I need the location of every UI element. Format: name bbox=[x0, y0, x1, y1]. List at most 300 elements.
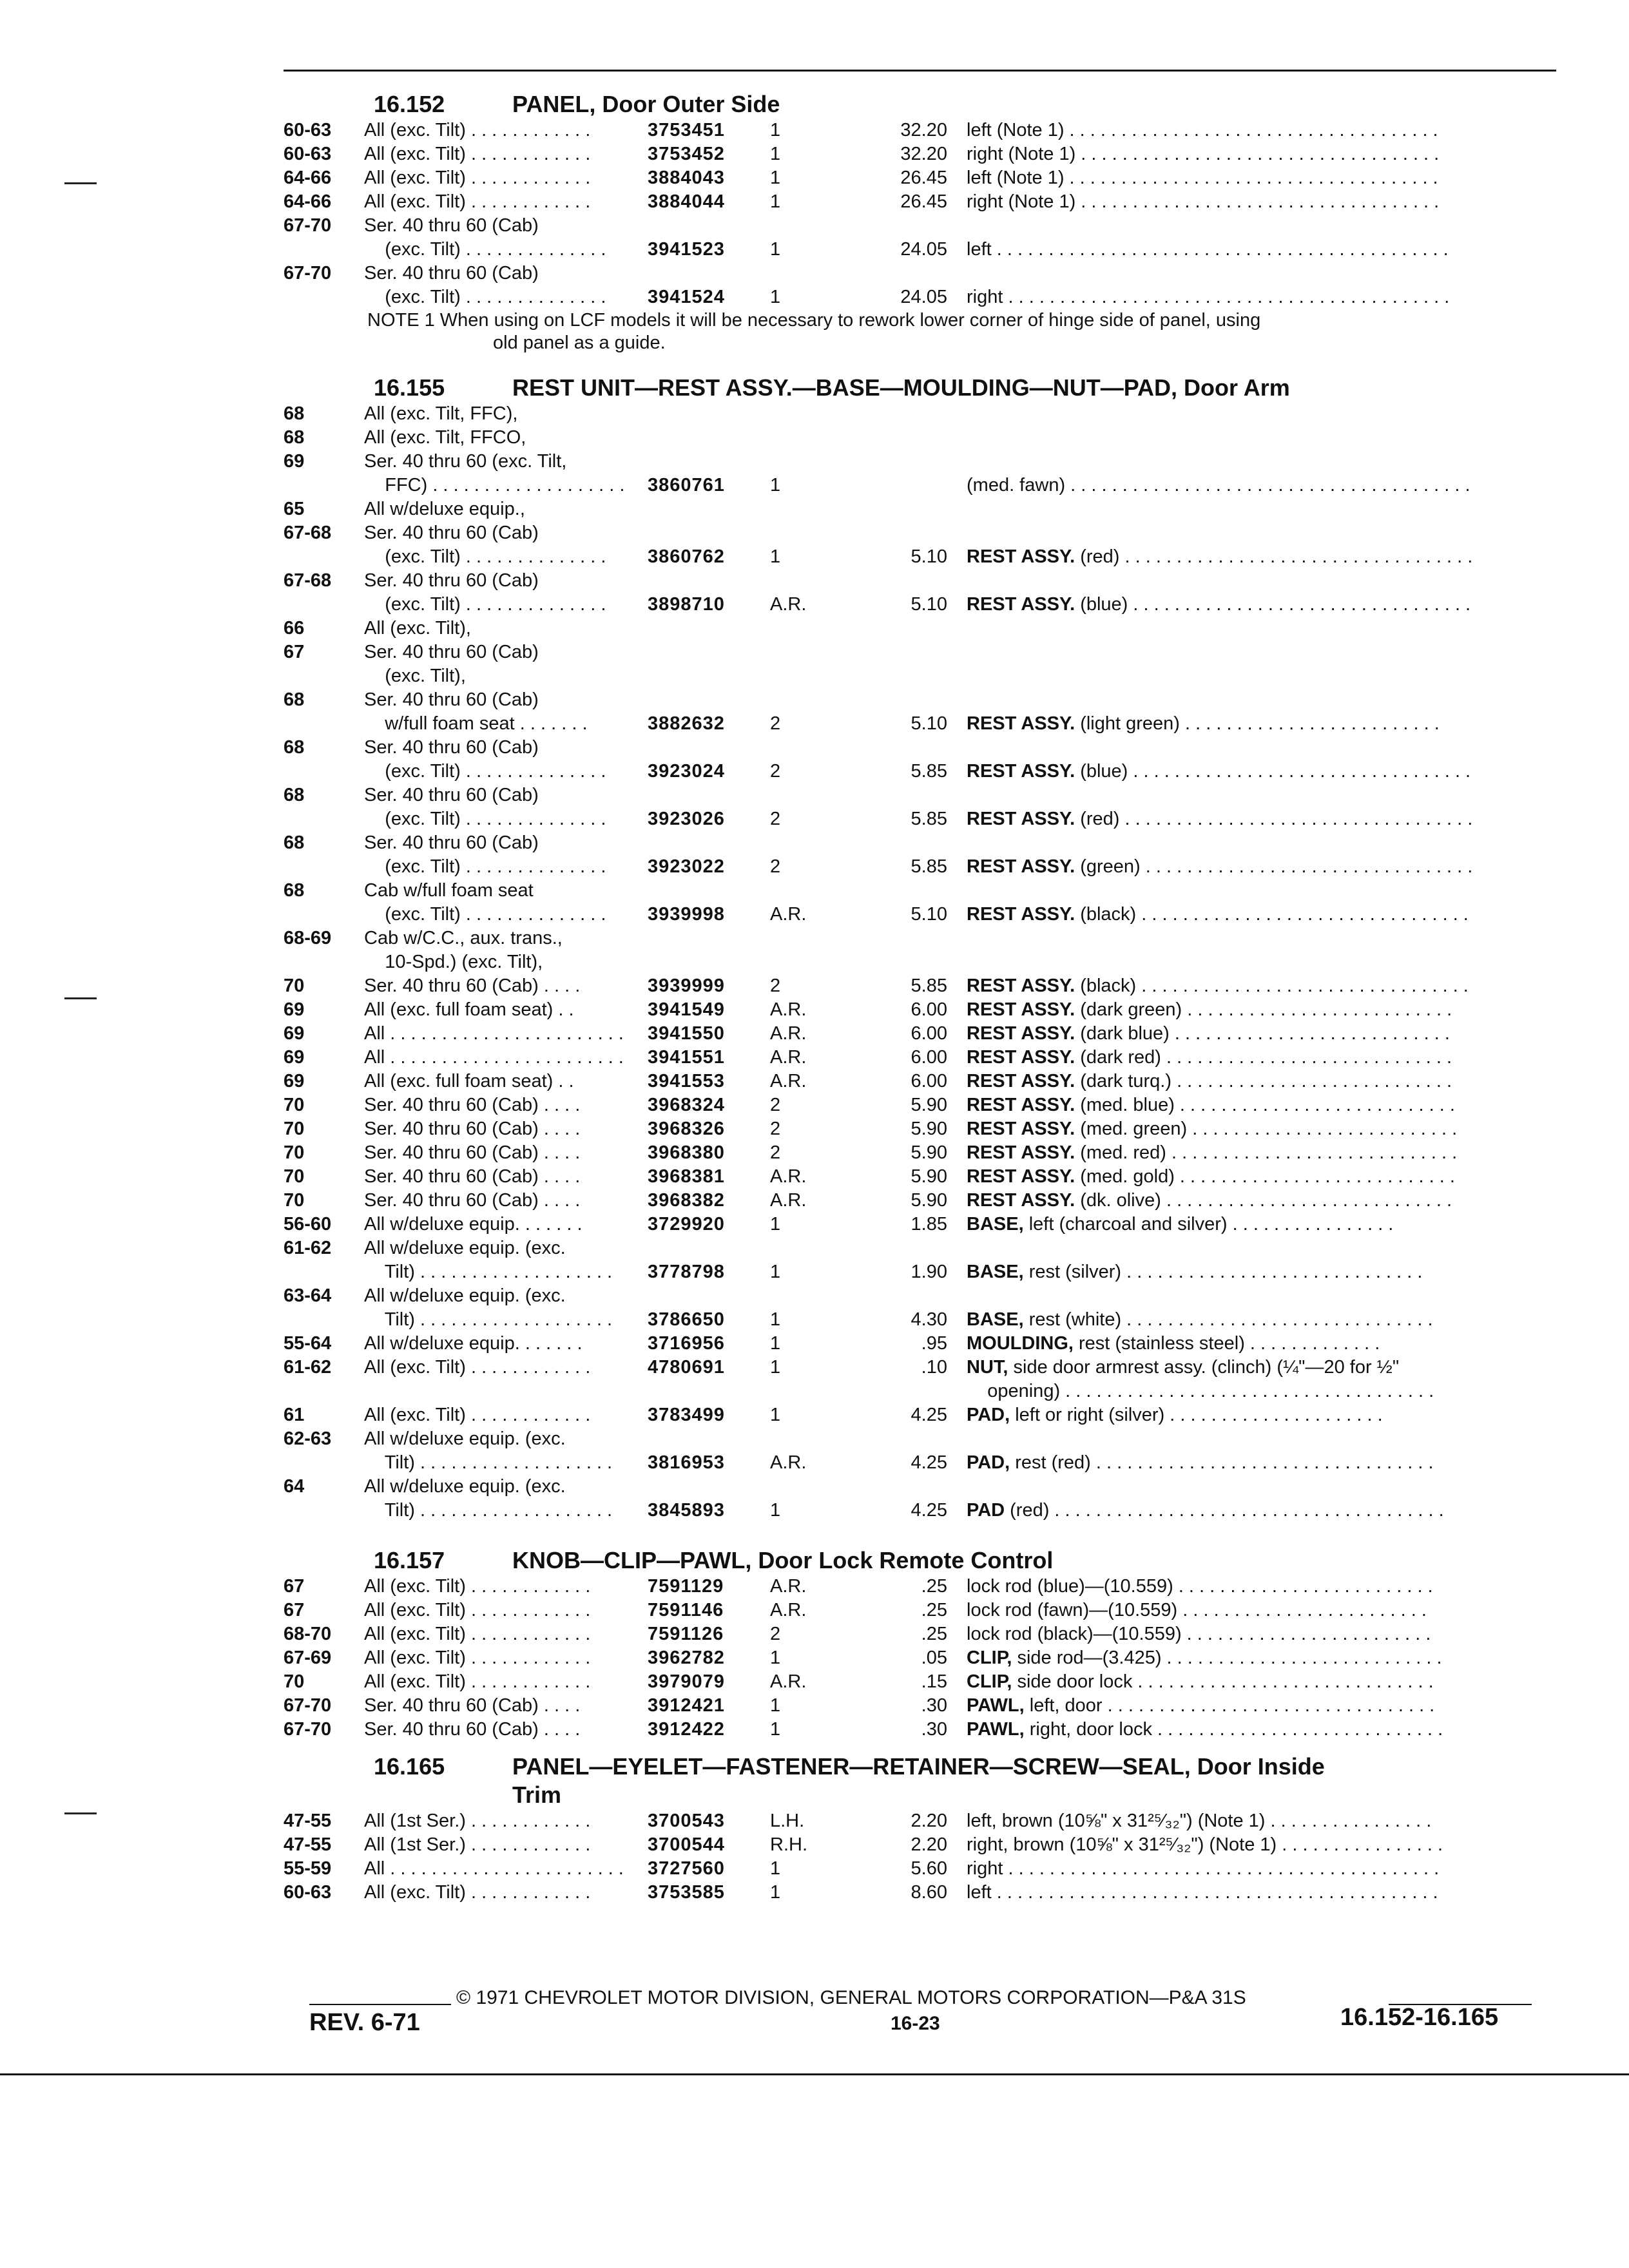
parts-row bbox=[284, 521, 1540, 545]
part-description bbox=[967, 1308, 1540, 1332]
part-name: PAWL, bbox=[967, 1695, 1025, 1716]
parts-row bbox=[284, 640, 1540, 664]
model-year: 63-64 bbox=[284, 1285, 332, 1306]
margin-mark bbox=[64, 182, 97, 184]
model-year: 68 bbox=[284, 427, 305, 448]
parts-row bbox=[284, 285, 1540, 309]
part-number: 3860762 bbox=[648, 546, 725, 567]
part-number: 3962782 bbox=[648, 1648, 725, 1668]
model-applicability: All (exc. Tilt) . . . . . . . . . . . . bbox=[364, 1600, 591, 1620]
part-number: 3753585 bbox=[648, 1882, 725, 1903]
model-year: 61-62 bbox=[284, 1357, 332, 1378]
part-name: REST ASSY. bbox=[967, 594, 1075, 615]
part-number: 3729920 bbox=[648, 1214, 725, 1235]
quantity: 2 bbox=[770, 761, 781, 782]
model-applicability: All w/deluxe equip., bbox=[364, 499, 525, 519]
parts-row bbox=[284, 998, 1540, 1022]
part-description bbox=[967, 1451, 1540, 1475]
parts-row bbox=[284, 190, 1540, 214]
part-detail: right (Note 1) . . . . . . . . . . . . . . . . . . . . . . . . . . . . . . . . . . . bbox=[967, 191, 1440, 212]
model-applicability: Ser. 40 thru 60 (Cab) . . . . bbox=[364, 1719, 581, 1740]
section-number: 16.165 bbox=[374, 1753, 445, 1780]
parts-row bbox=[284, 214, 1540, 238]
parts-row bbox=[284, 1332, 1540, 1356]
part-name: REST ASSY. bbox=[967, 1023, 1075, 1044]
parts-row bbox=[284, 974, 1540, 998]
part-description bbox=[967, 974, 1540, 998]
model-applicability: Ser. 40 thru 60 (Cab) . . . . bbox=[364, 1142, 581, 1163]
list-price: 5.85 bbox=[911, 809, 947, 829]
model-applicability: Tilt) . . . . . . . . . . . . . . . . . . . bbox=[364, 1262, 613, 1282]
part-number: 3860761 bbox=[648, 475, 725, 495]
parts-row bbox=[284, 1046, 1540, 1070]
quantity: 2 bbox=[770, 1119, 781, 1139]
part-name: REST ASSY. bbox=[967, 1142, 1075, 1163]
list-price: .25 bbox=[921, 1600, 947, 1620]
part-name: REST ASSY. bbox=[967, 1047, 1075, 1068]
parts-row bbox=[284, 783, 1540, 807]
part-detail: right . . . . . . . . . . . . . . . . . . . . . . . . . . . . . . . . . . . . . . . . . . . bbox=[967, 287, 1450, 307]
part-number: 3753452 bbox=[648, 144, 725, 164]
model-applicability: (exc. Tilt) . . . . . . . . . . . . . . bbox=[364, 287, 606, 307]
parts-row bbox=[284, 142, 1540, 166]
parts-row bbox=[284, 569, 1540, 593]
part-detail: (light green) . . . . . . . . . . . . . . . . . . . . . . . . . bbox=[1075, 713, 1440, 734]
model-year: 56-60 bbox=[284, 1214, 332, 1235]
model-applicability: All (exc. Tilt), bbox=[364, 618, 471, 639]
parts-row bbox=[284, 1260, 1540, 1284]
list-price: 5.90 bbox=[911, 1119, 947, 1139]
model-applicability: Ser. 40 thru 60 (Cab) . . . . bbox=[364, 1095, 581, 1115]
parts-row bbox=[284, 593, 1540, 617]
part-detail: rest (stainless steel) . . . . . . . . . . . . . bbox=[1073, 1333, 1380, 1354]
parts-row bbox=[284, 1141, 1540, 1165]
model-applicability: (exc. Tilt) . . . . . . . . . . . . . . bbox=[364, 904, 606, 925]
section-heading bbox=[284, 1546, 1540, 1575]
part-description bbox=[967, 190, 1540, 214]
part-description bbox=[967, 285, 1540, 309]
part-description bbox=[967, 142, 1540, 166]
model-year: 67-69 bbox=[284, 1648, 332, 1668]
part-detail: rest (silver) . . . . . . . . . . . . . . . . . . . . . . . . . . . . . bbox=[1023, 1262, 1423, 1282]
model-applicability: All w/deluxe equip. . . . . . . bbox=[364, 1214, 583, 1235]
parts-row bbox=[284, 1427, 1540, 1451]
part-name: REST ASSY. bbox=[967, 975, 1075, 996]
part-name: PAD, bbox=[967, 1405, 1010, 1425]
section-heading bbox=[284, 1753, 1540, 1781]
part-detail: opening) . . . . . . . . . . . . . . . . . . . . . . . . . . . . . . . . . . . . bbox=[967, 1381, 1434, 1401]
parts-row bbox=[284, 1213, 1540, 1236]
section-16-165 bbox=[284, 1753, 1540, 1905]
model-year: 55-64 bbox=[284, 1333, 332, 1354]
part-description bbox=[967, 1093, 1540, 1117]
list-price: .25 bbox=[921, 1576, 947, 1597]
list-price: 6.00 bbox=[911, 1071, 947, 1091]
section-number: 16.157 bbox=[374, 1547, 445, 1573]
model-applicability: Ser. 40 thru 60 (exc. Tilt, bbox=[364, 451, 567, 472]
part-number: 3912421 bbox=[648, 1695, 725, 1716]
list-price: 24.05 bbox=[900, 287, 947, 307]
list-price: 1.85 bbox=[911, 1214, 947, 1235]
parts-row bbox=[284, 879, 1540, 903]
part-number: 3941551 bbox=[648, 1047, 725, 1068]
model-applicability: Ser. 40 thru 60 (Cab) . . . . bbox=[364, 1119, 581, 1139]
part-detail: lock rod (black)—(10.559) . . . . . . . . . . . . . . . . . . . . . . . . bbox=[967, 1624, 1431, 1644]
footer-rev: REV. 6-71 bbox=[309, 2009, 420, 2036]
model-applicability: All (exc. Tilt) . . . . . . . . . . . . bbox=[364, 191, 591, 212]
part-name: REST ASSY. bbox=[967, 761, 1075, 782]
quantity: 1 bbox=[770, 1695, 781, 1716]
quantity: 1 bbox=[770, 191, 781, 212]
quantity: 1 bbox=[770, 1357, 781, 1378]
model-applicability: Ser. 40 thru 60 (Cab) bbox=[364, 523, 539, 543]
part-name: REST ASSY. bbox=[967, 546, 1075, 567]
model-year: 70 bbox=[284, 1166, 305, 1187]
model-applicability: All (exc. Tilt) . . . . . . . . . . . . bbox=[364, 144, 591, 164]
part-description bbox=[967, 545, 1540, 569]
model-applicability: Ser. 40 thru 60 (Cab) . . . . bbox=[364, 1190, 581, 1211]
part-name: REST ASSY. bbox=[967, 1166, 1075, 1187]
part-name: REST ASSY. bbox=[967, 1190, 1075, 1211]
model-applicability: All . . . . . . . . . . . . . . . . . . . . . . . bbox=[364, 1047, 624, 1068]
quantity: 2 bbox=[770, 1624, 781, 1644]
part-number: 3727560 bbox=[648, 1858, 725, 1879]
list-price: 5.90 bbox=[911, 1095, 947, 1115]
parts-row bbox=[284, 736, 1540, 760]
model-year: 60-63 bbox=[284, 120, 332, 140]
model-applicability: Ser. 40 thru 60 (Cab) bbox=[364, 737, 539, 758]
model-applicability: All (1st Ser.) . . . . . . . . . . . . bbox=[364, 1834, 591, 1855]
part-detail: rest (white) . . . . . . . . . . . . . . . . . . . . . . . . . . . . . . bbox=[1023, 1309, 1433, 1330]
part-name: REST ASSY. bbox=[967, 1071, 1075, 1091]
list-price: 24.05 bbox=[900, 239, 947, 260]
part-name: CLIP, bbox=[967, 1648, 1012, 1668]
part-description bbox=[967, 119, 1540, 142]
quantity: A.R. bbox=[770, 1576, 807, 1597]
model-applicability: All (exc. Tilt) . . . . . . . . . . . . bbox=[364, 1624, 591, 1644]
model-applicability: All w/deluxe equip. (exc. bbox=[364, 1238, 566, 1258]
part-detail: (dark blue) . . . . . . . . . . . . . . . . . . . . . . . . . . . bbox=[1075, 1023, 1450, 1044]
model-applicability: Ser. 40 thru 60 (Cab) bbox=[364, 215, 539, 236]
part-name: CLIP, bbox=[967, 1671, 1012, 1692]
list-price: 5.10 bbox=[911, 594, 947, 615]
quantity: 1 bbox=[770, 239, 781, 260]
list-price: 8.60 bbox=[911, 1882, 947, 1903]
quantity: 1 bbox=[770, 475, 781, 495]
parts-row bbox=[284, 950, 1540, 974]
part-name: BASE, bbox=[967, 1309, 1024, 1330]
parts-row bbox=[284, 1356, 1540, 1379]
parts-row bbox=[284, 831, 1540, 855]
part-detail: left (Note 1) . . . . . . . . . . . . . . . . . . . . . . . . . . . . . . . . . . . . bbox=[967, 120, 1438, 140]
model-year: 69 bbox=[284, 1047, 305, 1068]
section-number: 16.155 bbox=[374, 374, 445, 401]
part-description bbox=[967, 855, 1540, 879]
model-year: 66 bbox=[284, 618, 305, 639]
list-price: 5.60 bbox=[911, 1858, 947, 1879]
model-applicability: All (exc. Tilt) . . . . . . . . . . . . bbox=[364, 1882, 591, 1903]
model-applicability: w/full foam seat . . . . . . . bbox=[364, 713, 588, 734]
list-price: .30 bbox=[921, 1719, 947, 1740]
part-name: MOULDING, bbox=[967, 1333, 1074, 1354]
part-description bbox=[967, 1646, 1540, 1670]
quantity: A.R. bbox=[770, 1600, 807, 1620]
part-number: 4780691 bbox=[648, 1357, 725, 1378]
parts-row bbox=[284, 1236, 1540, 1260]
part-number: 3783499 bbox=[648, 1405, 725, 1425]
part-description bbox=[967, 1356, 1540, 1379]
model-applicability: Ser. 40 thru 60 (Cab) bbox=[364, 570, 539, 591]
model-year: 69 bbox=[284, 451, 305, 472]
model-applicability: All (exc. Tilt, FFCO, bbox=[364, 427, 526, 448]
part-description bbox=[967, 1575, 1540, 1599]
parts-row bbox=[284, 1308, 1540, 1332]
part-name: BASE, bbox=[967, 1262, 1024, 1282]
section-note: old panel as a guide. bbox=[493, 332, 666, 353]
part-detail: left (Note 1) . . . . . . . . . . . . . . . . . . . . . . . . . . . . . . . . . . . . bbox=[967, 168, 1438, 188]
section-note: NOTE 1 When using on LCF models it will be necessary to rework lower corner of hinge side of panel, using bbox=[367, 310, 1261, 331]
list-price: 5.90 bbox=[911, 1190, 947, 1211]
model-year: 70 bbox=[284, 1142, 305, 1163]
parts-row bbox=[284, 1718, 1540, 1742]
part-number: 7591126 bbox=[648, 1624, 724, 1644]
quantity: A.R. bbox=[770, 1671, 807, 1692]
parts-row bbox=[284, 1189, 1540, 1213]
part-description bbox=[967, 1622, 1540, 1646]
model-applicability: FFC) . . . . . . . . . . . . . . . . . . . bbox=[364, 475, 625, 495]
part-detail: (dk. olive) . . . . . . . . . . . . . . . . . . . . . . . . . . . . bbox=[1075, 1190, 1452, 1211]
list-price: .25 bbox=[921, 1624, 947, 1644]
parts-row bbox=[284, 1622, 1540, 1646]
part-detail: left (charcoal and silver) . . . . . . . . . . . . . . . . bbox=[1023, 1214, 1394, 1235]
parts-row bbox=[284, 903, 1540, 927]
quantity: A.R. bbox=[770, 594, 807, 615]
quantity: L.H. bbox=[770, 1811, 805, 1831]
top-rule bbox=[284, 70, 1556, 72]
quantity: A.R. bbox=[770, 1047, 807, 1068]
quantity: A.R. bbox=[770, 1023, 807, 1044]
part-description bbox=[967, 166, 1540, 190]
quantity: 1 bbox=[770, 1333, 781, 1354]
part-description bbox=[967, 1499, 1540, 1523]
parts-row bbox=[284, 1475, 1540, 1499]
part-detail: (med. green) . . . . . . . . . . . . . . . . . . . . . . . . . . bbox=[1075, 1119, 1458, 1139]
model-applicability: All . . . . . . . . . . . . . . . . . . . . . . . bbox=[364, 1023, 624, 1044]
part-description bbox=[967, 1046, 1540, 1070]
parts-row bbox=[284, 855, 1540, 879]
model-applicability: All w/deluxe equip. . . . . . . bbox=[364, 1333, 583, 1354]
model-applicability: Ser. 40 thru 60 (Cab) bbox=[364, 642, 539, 662]
section-title: REST UNIT—REST ASSY.—BASE—MOULDING—NUT—PAD, Door Arm bbox=[512, 374, 1290, 401]
quantity: 2 bbox=[770, 809, 781, 829]
part-detail: (med. fawn) . . . . . . . . . . . . . . . . . . . . . . . . . . . . . . . . . . . . . . . bbox=[967, 475, 1470, 495]
model-year: 61 bbox=[284, 1405, 305, 1425]
parts-row bbox=[284, 760, 1540, 783]
part-detail: lock rod (fawn)—(10.559) . . . . . . . . . . . . . . . . . . . . . . . . bbox=[967, 1600, 1427, 1620]
model-year: 60-63 bbox=[284, 1882, 332, 1903]
parts-row bbox=[284, 1575, 1540, 1599]
part-name: PAD bbox=[967, 1500, 1005, 1521]
part-number: 3979079 bbox=[648, 1671, 725, 1692]
model-applicability: (exc. Tilt) . . . . . . . . . . . . . . bbox=[364, 239, 606, 260]
model-year: 68 bbox=[284, 737, 305, 758]
parts-row bbox=[284, 1694, 1540, 1718]
part-detail: side door lock . . . . . . . . . . . . . . . . . . . . . . . . . . . . . bbox=[1012, 1671, 1434, 1692]
section-title: PANEL, Door Outer Side bbox=[512, 91, 780, 117]
part-description bbox=[967, 1022, 1540, 1046]
part-detail: (dark green) . . . . . . . . . . . . . . . . . . . . . . . . . . bbox=[1075, 999, 1452, 1020]
parts-row bbox=[284, 664, 1540, 688]
section-16-152 bbox=[284, 90, 1540, 354]
model-applicability: (exc. Tilt) . . . . . . . . . . . . . . bbox=[364, 809, 606, 829]
part-number: 3923026 bbox=[648, 809, 725, 829]
list-price: 5.90 bbox=[911, 1142, 947, 1163]
list-price: 2.20 bbox=[911, 1834, 947, 1855]
parts-row bbox=[284, 1070, 1540, 1093]
part-name: REST ASSY. bbox=[967, 904, 1075, 925]
part-description bbox=[967, 807, 1540, 831]
quantity: A.R. bbox=[770, 1190, 807, 1211]
model-applicability: All (exc. Tilt, FFC), bbox=[364, 403, 518, 424]
part-description bbox=[967, 903, 1540, 927]
parts-row bbox=[284, 1857, 1540, 1881]
quantity: 1 bbox=[770, 287, 781, 307]
part-number: 3968326 bbox=[648, 1119, 725, 1139]
part-detail: (blue) . . . . . . . . . . . . . . . . . . . . . . . . . . . . . . . . . bbox=[1075, 594, 1471, 615]
parts-row bbox=[284, 545, 1540, 569]
model-year: 70 bbox=[284, 1119, 305, 1139]
quantity: A.R. bbox=[770, 1071, 807, 1091]
model-year: 68 bbox=[284, 785, 305, 805]
part-number: 3898710 bbox=[648, 594, 725, 615]
model-applicability: Tilt) . . . . . . . . . . . . . . . . . . . bbox=[364, 1500, 613, 1521]
part-name: REST ASSY. bbox=[967, 1095, 1075, 1115]
model-applicability: 10-Spd.) (exc. Tilt), bbox=[364, 952, 543, 972]
list-price: 5.85 bbox=[911, 975, 947, 996]
quantity: 2 bbox=[770, 975, 781, 996]
model-year: 68 bbox=[284, 689, 305, 710]
model-year: 67 bbox=[284, 1600, 305, 1620]
parts-row bbox=[284, 402, 1540, 426]
list-price: 6.00 bbox=[911, 1023, 947, 1044]
list-price: 32.20 bbox=[900, 120, 947, 140]
list-price: .10 bbox=[921, 1357, 947, 1378]
list-price: 4.25 bbox=[911, 1452, 947, 1473]
model-applicability: (exc. Tilt) . . . . . . . . . . . . . . bbox=[364, 546, 606, 567]
part-detail: left, brown (10⅝" x 31²⁵⁄₃₂") (Note 1) . . . . . . . . . . . . . . . . bbox=[967, 1811, 1432, 1831]
parts-row bbox=[284, 688, 1540, 712]
part-number: 3941553 bbox=[648, 1071, 725, 1091]
parts-row bbox=[284, 238, 1540, 262]
list-price: 1.90 bbox=[911, 1262, 947, 1282]
section-heading bbox=[284, 90, 1540, 119]
part-detail: side door armrest assy. (clinch) (¼"—20 for ½" bbox=[1008, 1357, 1400, 1378]
model-year: 47-55 bbox=[284, 1811, 332, 1831]
list-price: 5.85 bbox=[911, 761, 947, 782]
part-name: REST ASSY. bbox=[967, 856, 1075, 877]
parts-row bbox=[284, 119, 1540, 142]
part-description bbox=[967, 1403, 1540, 1427]
part-name: REST ASSY. bbox=[967, 713, 1075, 734]
part-description bbox=[967, 1165, 1540, 1189]
quantity: 1 bbox=[770, 1214, 781, 1235]
model-year: 70 bbox=[284, 1190, 305, 1211]
part-description bbox=[967, 1189, 1540, 1213]
part-name: PAWL, bbox=[967, 1719, 1025, 1740]
part-description bbox=[967, 1857, 1540, 1881]
part-description bbox=[967, 1833, 1540, 1857]
part-number: 3923022 bbox=[648, 856, 725, 877]
parts-row bbox=[284, 1599, 1540, 1622]
part-number: 3912422 bbox=[648, 1719, 725, 1740]
model-applicability: All (exc. Tilt) . . . . . . . . . . . . bbox=[364, 120, 591, 140]
section-number: 16.152 bbox=[374, 91, 445, 117]
list-price: 4.25 bbox=[911, 1500, 947, 1521]
bottom-rule bbox=[0, 2073, 1629, 2075]
quantity: 1 bbox=[770, 1309, 781, 1330]
quantity: 1 bbox=[770, 168, 781, 188]
model-year: 62-63 bbox=[284, 1428, 332, 1449]
part-name: PAD, bbox=[967, 1452, 1010, 1473]
part-number: 3923024 bbox=[648, 761, 725, 782]
model-applicability: Ser. 40 thru 60 (Cab) bbox=[364, 263, 539, 284]
part-detail: (red) . . . . . . . . . . . . . . . . . . . . . . . . . . . . . . . . . . . . . . bbox=[1005, 1500, 1444, 1521]
part-description bbox=[967, 998, 1540, 1022]
quantity: 2 bbox=[770, 856, 781, 877]
model-year: 47-55 bbox=[284, 1834, 332, 1855]
part-number: 3716956 bbox=[648, 1333, 725, 1354]
part-detail: (blue) . . . . . . . . . . . . . . . . . . . . . . . . . . . . . . . . . bbox=[1075, 761, 1471, 782]
list-price: 5.10 bbox=[911, 713, 947, 734]
list-price: 4.25 bbox=[911, 1405, 947, 1425]
model-applicability: Ser. 40 thru 60 (Cab) bbox=[364, 832, 539, 853]
part-number: 3816953 bbox=[648, 1452, 725, 1473]
model-year: 67-70 bbox=[284, 1695, 332, 1716]
part-number: 3700543 bbox=[648, 1811, 725, 1831]
quantity: A.R. bbox=[770, 904, 807, 925]
part-description bbox=[967, 1141, 1540, 1165]
parts-row bbox=[284, 426, 1540, 450]
model-year: 55-59 bbox=[284, 1858, 332, 1879]
parts-row bbox=[284, 1646, 1540, 1670]
part-description bbox=[967, 1881, 1540, 1905]
parts-row bbox=[284, 474, 1540, 497]
model-applicability: Ser. 40 thru 60 (Cab) . . . . bbox=[364, 975, 581, 996]
quantity: A.R. bbox=[770, 1452, 807, 1473]
model-applicability: All . . . . . . . . . . . . . . . . . . . . . . . bbox=[364, 1858, 624, 1879]
model-year: 69 bbox=[284, 1023, 305, 1044]
footer-page-number: 16-23 bbox=[891, 2013, 940, 2034]
part-detail: left . . . . . . . . . . . . . . . . . . . . . . . . . . . . . . . . . . . . . . . . . . . bbox=[967, 1882, 1438, 1903]
parts-row bbox=[284, 1833, 1540, 1857]
part-number: 3778798 bbox=[648, 1262, 725, 1282]
part-detail: (dark red) . . . . . . . . . . . . . . . . . . . . . . . . . . . . bbox=[1075, 1047, 1452, 1068]
part-number: 3939999 bbox=[648, 975, 725, 996]
part-detail: (med. red) . . . . . . . . . . . . . . . . . . . . . . . . . . . . bbox=[1075, 1142, 1458, 1163]
part-number: 3941523 bbox=[648, 239, 725, 260]
part-number: 3882632 bbox=[648, 713, 725, 734]
model-year: 64-66 bbox=[284, 168, 332, 188]
parts-row bbox=[284, 1165, 1540, 1189]
part-number: 3753451 bbox=[648, 120, 725, 140]
model-applicability: Cab w/full foam seat bbox=[364, 880, 534, 901]
parts-row bbox=[284, 1451, 1540, 1475]
model-year: 70 bbox=[284, 1095, 305, 1115]
part-name: REST ASSY. bbox=[967, 809, 1075, 829]
part-detail: right (Note 1) . . . . . . . . . . . . . . . . . . . . . . . . . . . . . . . . . . . bbox=[967, 144, 1440, 164]
part-detail: (red) . . . . . . . . . . . . . . . . . . . . . . . . . . . . . . . . . . bbox=[1075, 809, 1473, 829]
parts-row bbox=[284, 1670, 1540, 1694]
